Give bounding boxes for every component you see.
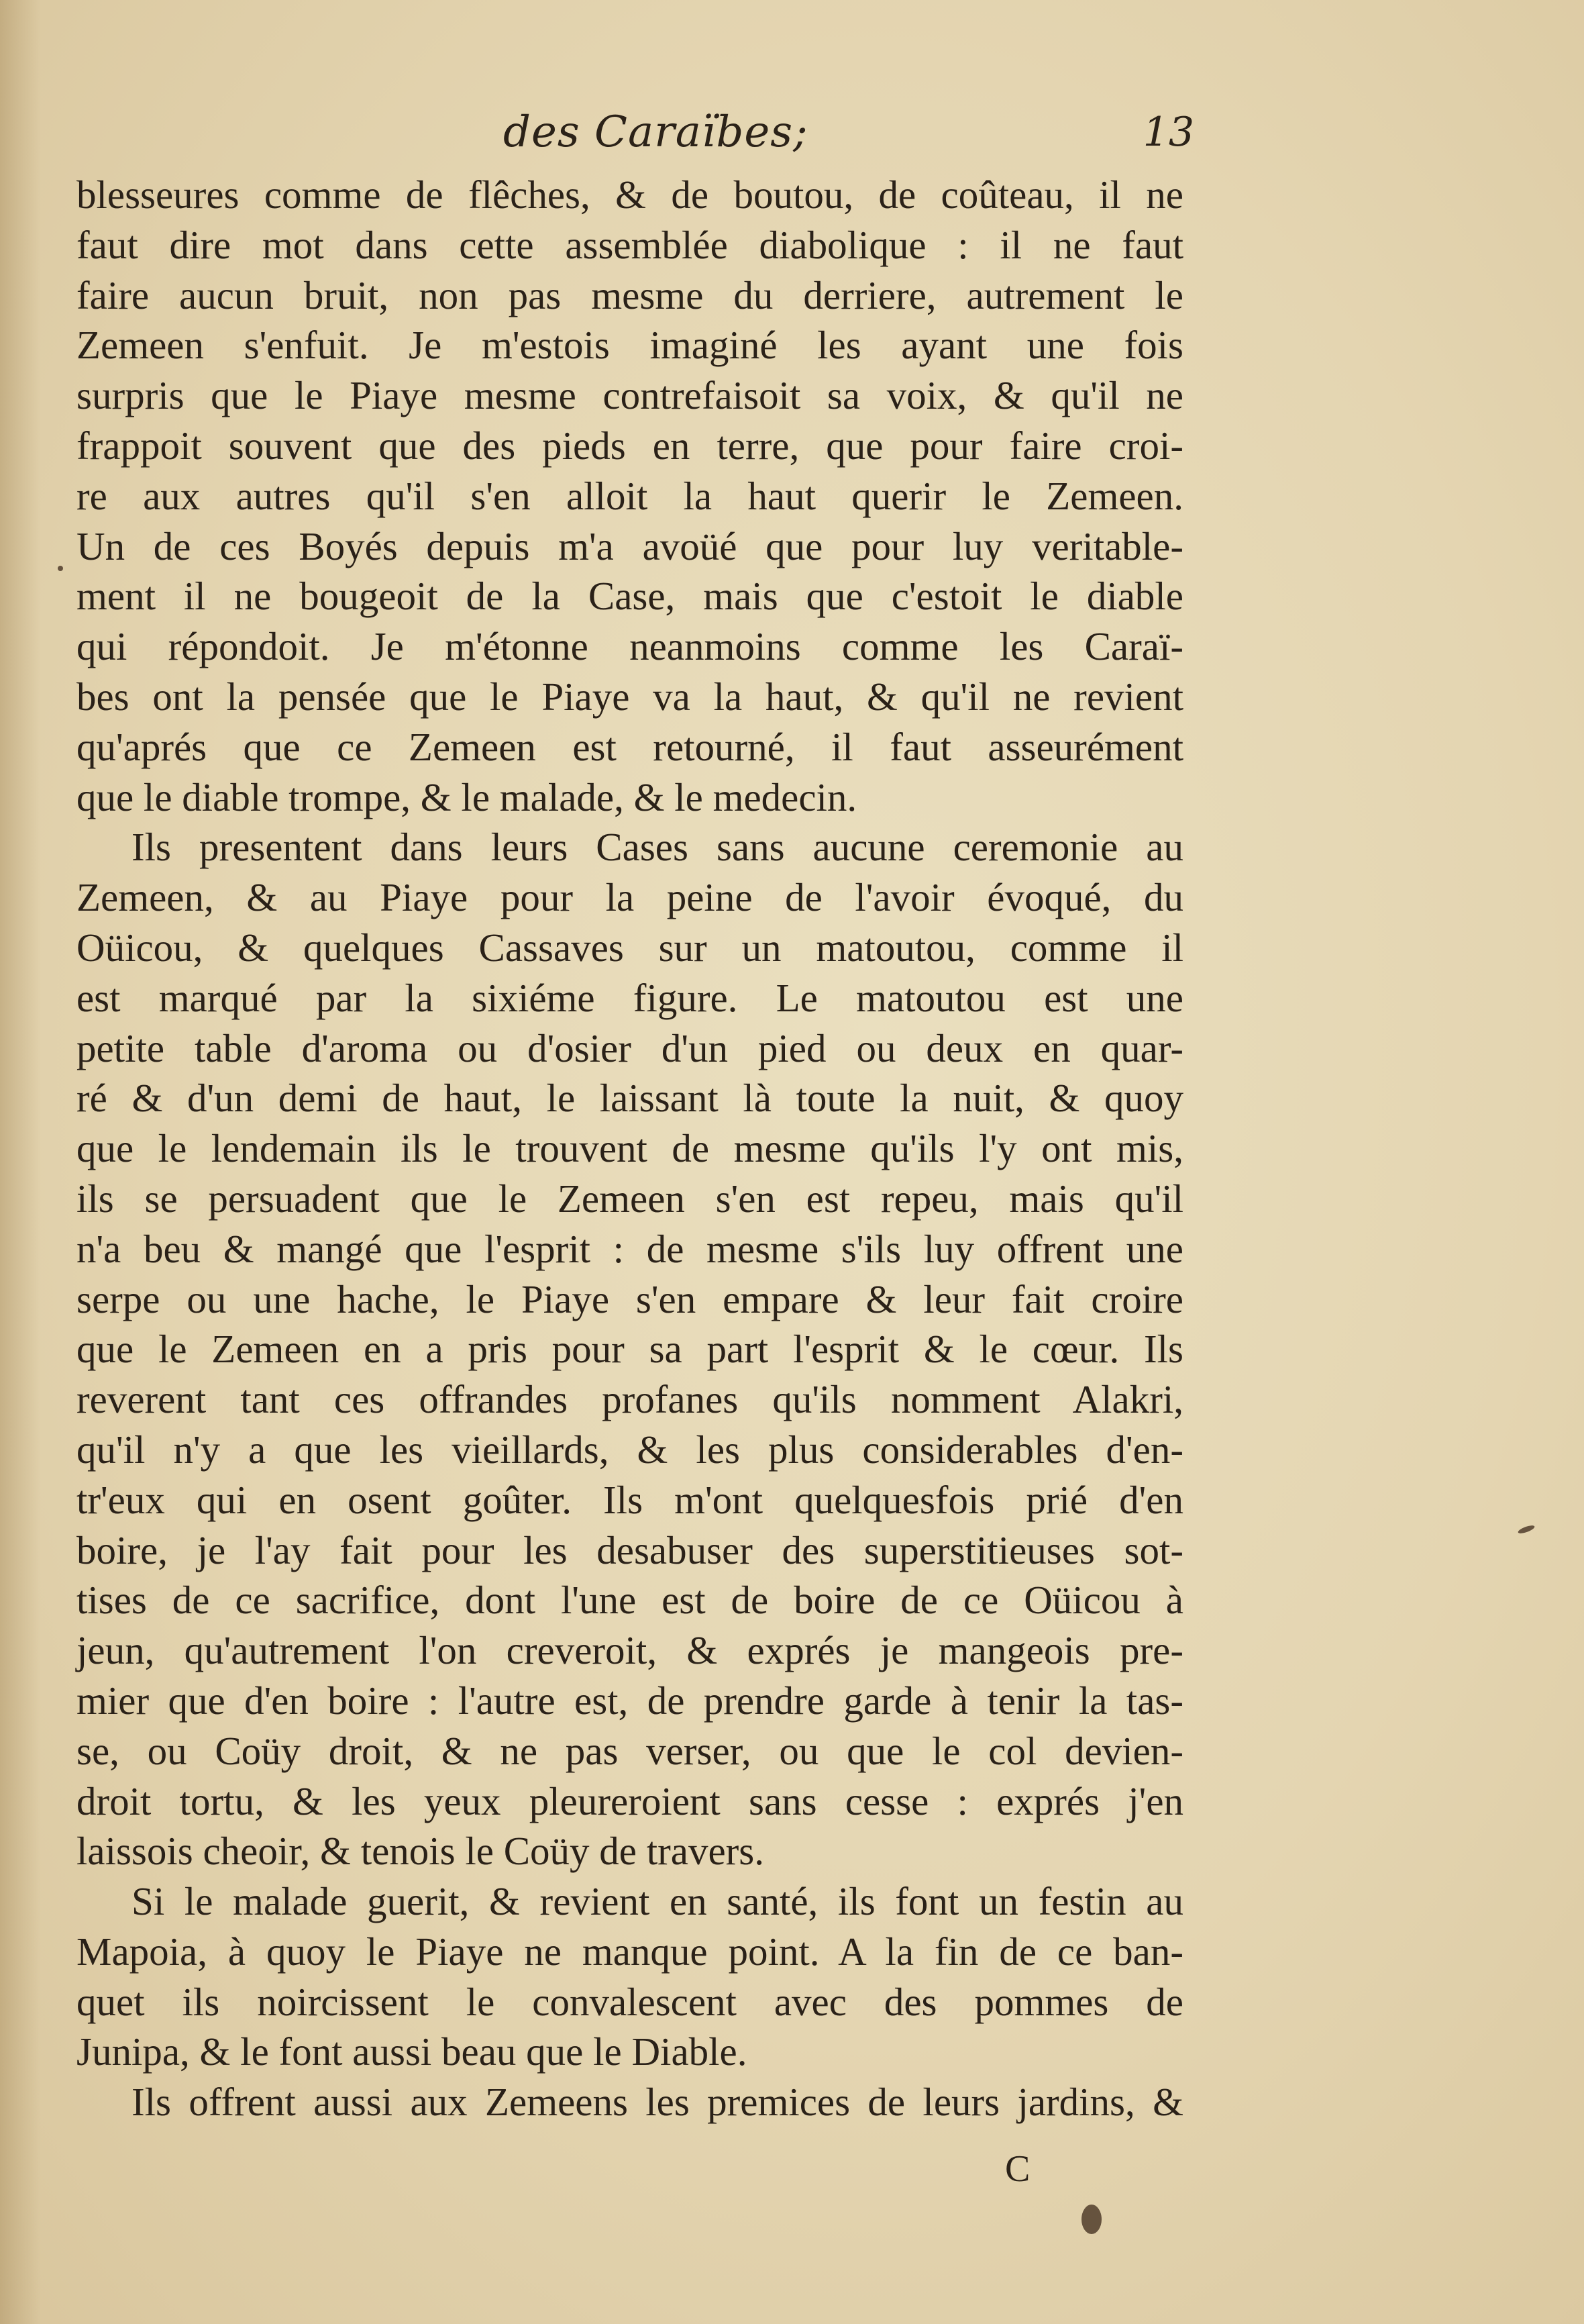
text-line: Ils offrent aussi aux Zemeens les premices de leurs jardins, & — [131, 2080, 1183, 2125]
text-line: que le lendemain ils le trouvent de mesme qu'ils l'y ont mis, — [76, 1126, 1183, 1171]
text-line: qui répondoit. Je m'étonne neanmoins comme les Caraï- — [76, 624, 1183, 669]
text-line: tr'eux qui en osent goûter. Ils m'ont quelquesfois prié d'en — [76, 1477, 1183, 1522]
ink-blot — [1081, 2205, 1102, 2234]
text-line: re aux autres qu'il s'en alloit la haut querir le Zemeen. — [76, 473, 1183, 518]
text-line: ils se persuadent que le Zemeen s'en est repeu, mais qu'il — [76, 1176, 1183, 1221]
text-line: Oüicou, & quelques Cassaves sur un matoutou, comme il — [76, 925, 1183, 970]
text-line: blesseures comme de flêches, & de boutou, de coûteau, il ne — [76, 172, 1183, 217]
text-line: ment il ne bougeoit de la Case, mais que c'estoit le diable — [76, 574, 1183, 619]
text-line: est marqué par la sixiéme figure. Le matoutou est une — [76, 975, 1183, 1020]
text-line: faire aucun bruit, non pas mesme du derriere, autrement le — [76, 272, 1183, 317]
text-line: faut dire mot dans cette assemblée diabolique : il ne faut — [76, 222, 1183, 267]
running-title: des Caraïbes; — [503, 107, 808, 157]
text-line: ré & d'un demi de haut, le laissant là toute la nuit, & quoy — [76, 1076, 1183, 1121]
body-text — [76, 170, 1183, 2127]
text-line: Zemeen s'enfuit. Je m'estois imaginé les ayant une fois — [76, 323, 1183, 368]
text-line: boire, je l'ay fait pour les desabuser des superstitieuses sot- — [76, 1527, 1183, 1572]
text-line: Junipa, & le font aussi beau que le Diable. — [76, 2029, 747, 2074]
text-line: Zemeen, & au Piaye pour la peine de l'avoir évoqué, du — [76, 875, 1183, 920]
text-line: laissois cheoir, & tenois le Coüy de travers. — [76, 1829, 765, 1874]
text-line: tises de ce sacrifice, dont l'une est de boire de ce Oüicou à — [76, 1578, 1183, 1623]
text-line: droit tortu, & les yeux pleureroient sans cesse : exprés j'en — [76, 1778, 1183, 1823]
signature-mark: C — [1005, 2148, 1031, 2190]
text-line: reverent tant ces offrandes profanes qu'ils nomment Alakri, — [76, 1377, 1183, 1422]
text-line: Si le malade guerit, & revient en santé, ils font un festin au — [131, 1879, 1183, 1924]
ink-speck — [1517, 1524, 1535, 1535]
text-line: n'a beu & mangé que l'esprit : de mesme s'ils luy offrent une — [76, 1226, 1183, 1271]
text-line: mier que d'en boire : l'autre est, de prendre garde à tenir la tas- — [76, 1678, 1183, 1723]
text-line: Un de ces Boyés depuis m'a avoüé que pour luy veritable- — [76, 523, 1183, 568]
text-line: jeun, qu'autrement l'on creveroit, & exprés je mangeois pre- — [76, 1628, 1183, 1673]
text-line: quet ils noircissent le convalescent avec des pommes de — [76, 1979, 1183, 2024]
text-line: se, ou Coüy droit, & ne pas verser, ou que le col devien- — [76, 1728, 1183, 1773]
text-line: Mapoia, à quoy le Piaye ne manque point. A la fin de ce ban- — [76, 1929, 1183, 1974]
text-line: serpe ou une hache, le Piaye s'en empare & leur fait croire — [76, 1276, 1183, 1321]
text-line: bes ont la pensée que le Piaye va la haut, & qu'il ne revient — [76, 674, 1183, 719]
text-line: que le Zemeen en a pris pour sa part l'esprit & le cœur. Ils — [76, 1327, 1183, 1372]
text-line: que le diable trompe, & le malade, & le medecin. — [76, 774, 857, 819]
text-line: surpris que le Piaye mesme contrefaisoit sa voix, & qu'il ne — [76, 373, 1183, 418]
ink-speck — [58, 566, 63, 571]
text-line: petite table d'aroma ou d'osier d'un pied ou deux en quar- — [76, 1025, 1183, 1070]
text-line: Ils presentent dans leurs Cases sans aucune ceremonie au — [131, 825, 1183, 870]
text-line: qu'aprés que ce Zemeen est retourné, il faut asseurément — [76, 724, 1183, 769]
page-gutter-shadow — [0, 0, 40, 2324]
page-number: 13 — [1143, 109, 1194, 156]
text-line: frappoit souvent que des pieds en terre, que pour faire croi- — [76, 423, 1183, 468]
text-line: qu'il n'y a que les vieillards, & les plus considerables d'en- — [76, 1427, 1183, 1472]
